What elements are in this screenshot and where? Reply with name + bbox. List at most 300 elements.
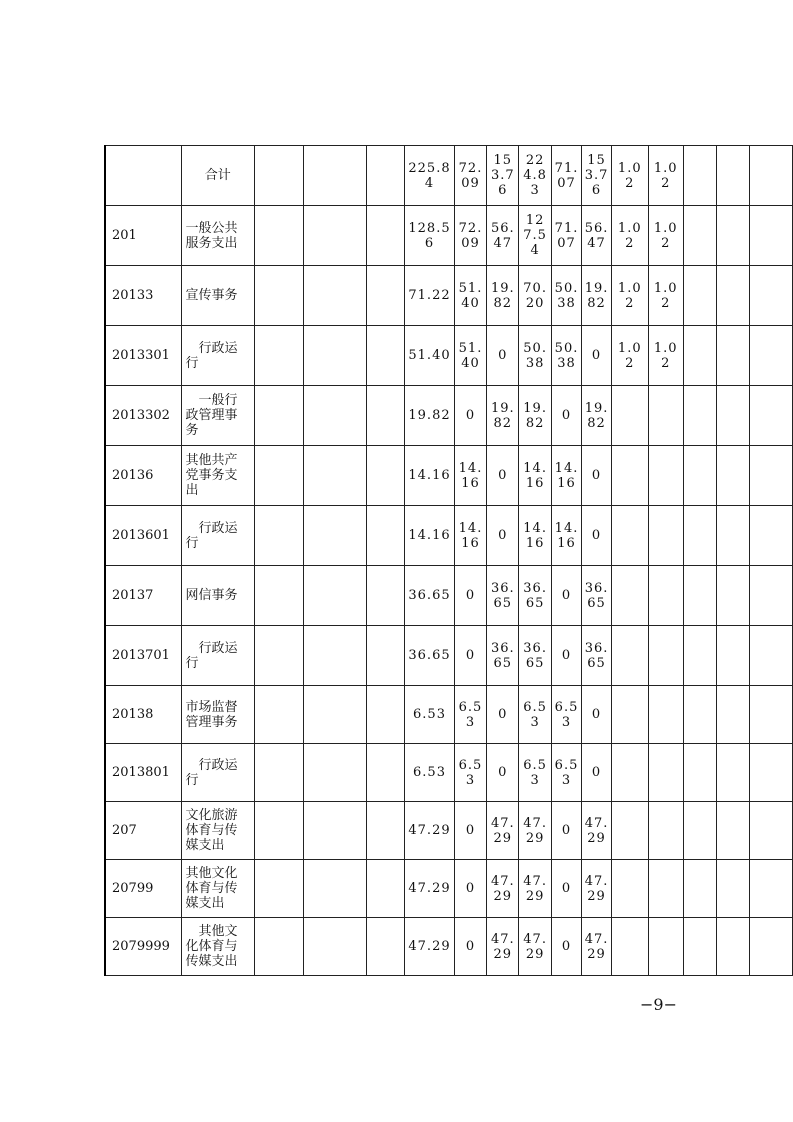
empty-cell	[304, 802, 366, 860]
empty-cell	[716, 506, 749, 566]
amount-cell	[487, 686, 519, 744]
table-row	[105, 506, 793, 566]
amount-value: 0	[591, 348, 602, 363]
amount-cell	[405, 860, 455, 918]
amount-value: 0	[498, 528, 508, 543]
empty-cell	[749, 686, 792, 744]
empty-cell	[254, 206, 303, 266]
empty-cell	[749, 206, 792, 266]
amount-value: 1.02	[617, 160, 642, 191]
subject-name: 行政运行	[185, 757, 238, 788]
amount-value: 14.16	[523, 520, 547, 551]
table-row	[105, 918, 793, 976]
amount-cell	[582, 386, 612, 446]
subject-name-cell	[181, 206, 254, 266]
amount-cell	[551, 326, 581, 386]
amount-cell	[611, 918, 648, 976]
amount-cell	[519, 744, 551, 802]
amount-value: 128.56	[408, 220, 451, 251]
empty-cell	[749, 802, 792, 860]
table-row	[105, 686, 793, 744]
amount-cell	[454, 506, 486, 566]
subject-name: 文化旅游体育与传媒支出	[185, 808, 238, 853]
amount-cell	[487, 626, 519, 686]
amount-value: 19.82	[523, 400, 547, 431]
amount-cell	[551, 686, 581, 744]
empty-cell	[254, 860, 303, 918]
amount-value: 50.38	[554, 280, 579, 311]
empty-cell	[716, 860, 749, 918]
amount-value: 6.53	[554, 699, 579, 730]
amount-cell	[582, 506, 612, 566]
empty-cell	[366, 446, 405, 506]
table-row	[105, 860, 793, 918]
amount-cell	[611, 326, 648, 386]
empty-cell	[366, 206, 405, 266]
amount-value: 47.29	[490, 815, 515, 846]
empty-cell	[304, 686, 366, 744]
amount-value: 1.02	[653, 280, 678, 311]
empty-cell	[716, 918, 749, 976]
amount-cell	[551, 446, 581, 506]
subject-name-cell	[181, 326, 254, 386]
table-row	[105, 744, 793, 802]
subject-name: 其他文化体育与传媒支出	[185, 866, 238, 911]
amount-value: 0	[561, 648, 572, 663]
amount-cell	[405, 626, 455, 686]
amount-value: 36.65	[523, 580, 547, 611]
empty-cell	[304, 326, 366, 386]
subject-code-cell: 20137	[105, 566, 181, 626]
amount-cell	[551, 386, 581, 446]
amount-value: 47.29	[584, 815, 609, 846]
empty-cell	[366, 686, 405, 744]
empty-cell	[749, 326, 792, 386]
empty-cell	[716, 686, 749, 744]
amount-cell	[611, 386, 648, 446]
amount-value: 36.65	[584, 580, 609, 611]
empty-cell	[749, 506, 792, 566]
subject-code-cell: 201	[105, 206, 181, 266]
amount-cell	[405, 206, 455, 266]
empty-cell	[366, 146, 405, 206]
amount-value: 14.16	[554, 520, 579, 551]
amount-value: 14.16	[458, 460, 483, 491]
amount-cell	[405, 386, 455, 446]
table-row	[105, 326, 793, 386]
amount-cell	[519, 446, 551, 506]
amount-value: 0	[561, 939, 572, 954]
table-row	[105, 386, 793, 446]
amount-cell	[487, 266, 519, 326]
empty-cell	[304, 266, 366, 326]
amount-value: 51.40	[458, 340, 483, 371]
empty-cell	[749, 146, 792, 206]
amount-value: 0	[591, 707, 602, 722]
subject-name: 行政运行	[185, 340, 238, 371]
table-row	[105, 566, 793, 626]
amount-value: 0	[465, 648, 476, 663]
amount-value: 51.40	[408, 348, 451, 363]
amount-cell	[405, 146, 455, 206]
amount-value: 0	[591, 765, 602, 780]
amount-cell	[648, 266, 683, 326]
amount-cell	[582, 860, 612, 918]
subject-code-cell: 20136	[105, 446, 181, 506]
amount-cell	[648, 386, 683, 446]
amount-cell	[405, 918, 455, 976]
amount-cell	[582, 326, 612, 386]
empty-cell	[254, 266, 303, 326]
amount-value: 36.65	[490, 640, 515, 671]
amount-value: 47.29	[490, 873, 515, 904]
empty-cell	[749, 860, 792, 918]
empty-cell	[304, 446, 366, 506]
amount-cell	[648, 566, 683, 626]
amount-value: 36.65	[523, 640, 547, 671]
amount-value: 47.29	[523, 931, 547, 962]
amount-cell	[454, 266, 486, 326]
subject-code-cell	[105, 146, 181, 206]
empty-cell	[683, 506, 716, 566]
empty-cell	[366, 326, 405, 386]
amount-cell	[454, 206, 486, 266]
amount-cell	[582, 446, 612, 506]
amount-cell	[519, 686, 551, 744]
subject-code-cell: 2013801	[105, 744, 181, 802]
amount-cell	[648, 206, 683, 266]
subject-name: 其他文化体育与传媒支出	[185, 924, 238, 969]
amount-cell	[454, 860, 486, 918]
amount-value: 1.02	[653, 220, 678, 251]
amount-cell	[648, 626, 683, 686]
amount-value: 47.29	[408, 939, 451, 954]
amount-value: 0	[498, 765, 508, 780]
amount-cell	[454, 146, 486, 206]
amount-value: 6.53	[523, 699, 547, 730]
amount-value: 1.02	[653, 160, 678, 191]
empty-cell	[366, 860, 405, 918]
amount-value: 19.82	[490, 400, 515, 431]
amount-cell	[648, 146, 683, 206]
empty-cell	[749, 266, 792, 326]
subject-name: 一般行政管理事务	[185, 393, 238, 438]
amount-value: 36.65	[490, 580, 515, 611]
amount-value: 0	[465, 823, 476, 838]
empty-cell	[366, 506, 405, 566]
amount-cell	[519, 386, 551, 446]
amount-value: 47.29	[584, 931, 609, 962]
table-row	[105, 446, 793, 506]
amount-cell	[611, 146, 648, 206]
subject-name-cell	[181, 446, 254, 506]
amount-cell	[519, 860, 551, 918]
amount-value: 1.02	[617, 280, 642, 311]
amount-value: 14.16	[408, 468, 451, 483]
empty-cell	[304, 386, 366, 446]
subject-code-cell: 2013302	[105, 386, 181, 446]
empty-cell	[683, 146, 716, 206]
amount-value: 19.82	[584, 280, 609, 311]
amount-cell	[454, 566, 486, 626]
budget-table	[104, 145, 793, 976]
amount-cell	[487, 146, 519, 206]
empty-cell	[683, 626, 716, 686]
subject-name-cell	[181, 566, 254, 626]
amount-cell	[648, 918, 683, 976]
empty-cell	[254, 326, 303, 386]
amount-cell	[487, 860, 519, 918]
amount-cell	[454, 386, 486, 446]
amount-value: 36.65	[408, 648, 451, 663]
empty-cell	[254, 386, 303, 446]
amount-cell	[611, 860, 648, 918]
subject-name: 市场监督管理事务	[185, 699, 238, 730]
amount-value: 36.65	[584, 640, 609, 671]
amount-value: 0	[591, 528, 602, 543]
amount-value: 153.76	[584, 153, 609, 198]
subject-name-cell	[181, 744, 254, 802]
amount-value: 50.38	[554, 340, 579, 371]
subject-code-cell: 20133	[105, 266, 181, 326]
amount-cell	[405, 802, 455, 860]
empty-cell	[716, 744, 749, 802]
amount-value: 14.16	[408, 528, 451, 543]
empty-cell	[304, 506, 366, 566]
amount-cell	[519, 146, 551, 206]
empty-cell	[304, 918, 366, 976]
amount-cell	[582, 146, 612, 206]
subject-code-cell: 2013601	[105, 506, 181, 566]
amount-cell	[519, 802, 551, 860]
amount-cell	[405, 686, 455, 744]
amount-cell	[648, 802, 683, 860]
empty-cell	[254, 918, 303, 976]
empty-cell	[366, 566, 405, 626]
amount-value: 6.53	[458, 757, 483, 788]
empty-cell	[366, 626, 405, 686]
empty-cell	[749, 446, 792, 506]
empty-cell	[716, 386, 749, 446]
amount-value: 47.29	[523, 815, 547, 846]
amount-cell	[648, 506, 683, 566]
empty-cell	[749, 918, 792, 976]
amount-cell	[454, 446, 486, 506]
amount-cell	[582, 802, 612, 860]
amount-cell	[551, 506, 581, 566]
amount-value: 225.84	[408, 160, 451, 191]
empty-cell	[716, 266, 749, 326]
amount-cell	[519, 566, 551, 626]
empty-cell	[254, 506, 303, 566]
empty-cell	[683, 326, 716, 386]
amount-cell	[551, 266, 581, 326]
amount-value: 47.29	[523, 873, 547, 904]
empty-cell	[366, 744, 405, 802]
table-row	[105, 626, 793, 686]
amount-cell	[454, 326, 486, 386]
amount-value: 50.38	[523, 340, 547, 371]
empty-cell	[683, 860, 716, 918]
amount-value: 6.53	[523, 757, 547, 788]
amount-cell	[519, 266, 551, 326]
amount-cell	[519, 206, 551, 266]
amount-value: 14.16	[554, 460, 579, 491]
empty-cell	[254, 446, 303, 506]
empty-cell	[304, 626, 366, 686]
amount-cell	[551, 146, 581, 206]
subject-code-cell: 2013301	[105, 326, 181, 386]
amount-value: 1.02	[617, 220, 642, 251]
amount-cell	[582, 266, 612, 326]
amount-cell	[487, 744, 519, 802]
amount-cell	[405, 566, 455, 626]
empty-cell	[304, 744, 366, 802]
amount-value: 0	[591, 468, 602, 483]
amount-value: 72.09	[458, 160, 483, 191]
empty-cell	[683, 566, 716, 626]
amount-value: 0	[498, 348, 508, 363]
subject-name: 一般公共服务支出	[185, 220, 238, 251]
amount-value: 1.02	[617, 340, 642, 371]
amount-value: 0	[465, 939, 476, 954]
table-row	[105, 266, 793, 326]
amount-cell	[405, 266, 455, 326]
amount-cell	[487, 802, 519, 860]
amount-value: 56.47	[490, 220, 515, 251]
empty-cell	[254, 744, 303, 802]
amount-cell	[454, 918, 486, 976]
subject-name-cell	[181, 626, 254, 686]
amount-cell	[551, 206, 581, 266]
empty-cell	[304, 206, 366, 266]
empty-cell	[683, 266, 716, 326]
amount-cell	[648, 744, 683, 802]
amount-cell	[648, 860, 683, 918]
amount-cell	[487, 446, 519, 506]
amount-cell	[405, 326, 455, 386]
empty-cell	[254, 802, 303, 860]
amount-value: 47.29	[490, 931, 515, 962]
amount-cell	[405, 506, 455, 566]
amount-value: 6.53	[458, 699, 483, 730]
amount-cell	[454, 626, 486, 686]
subject-name: 宣传事务	[185, 288, 238, 303]
subject-name-cell	[181, 686, 254, 744]
amount-value: 19.82	[408, 408, 451, 423]
amount-value: 0	[465, 408, 476, 423]
subject-name-cell	[181, 266, 254, 326]
amount-cell	[551, 566, 581, 626]
amount-cell	[582, 626, 612, 686]
subject-name-cell	[181, 386, 254, 446]
amount-value: 72.09	[458, 220, 483, 251]
amount-value: 0	[561, 408, 572, 423]
empty-cell	[749, 386, 792, 446]
amount-cell	[551, 626, 581, 686]
subject-name: 行政运行	[185, 640, 238, 671]
subject-code-cell: 2079999	[105, 918, 181, 976]
amount-cell	[405, 744, 455, 802]
amount-cell	[405, 446, 455, 506]
amount-value: 6.53	[554, 757, 579, 788]
amount-value: 19.82	[584, 400, 609, 431]
amount-value: 36.65	[408, 588, 451, 603]
amount-value: 14.16	[458, 520, 483, 551]
empty-cell	[683, 686, 716, 744]
empty-cell	[716, 326, 749, 386]
amount-cell	[648, 326, 683, 386]
subject-code-cell: 20799	[105, 860, 181, 918]
empty-cell	[304, 146, 366, 206]
empty-cell	[304, 566, 366, 626]
subject-code-cell: 20138	[105, 686, 181, 744]
amount-cell	[487, 566, 519, 626]
amount-cell	[519, 506, 551, 566]
amount-value: 0	[498, 707, 508, 722]
amount-cell	[611, 206, 648, 266]
amount-value: 0	[561, 823, 572, 838]
empty-cell	[716, 146, 749, 206]
table-row	[105, 802, 793, 860]
subject-name: 其他共产党事务支出	[185, 453, 238, 498]
empty-cell	[716, 802, 749, 860]
amount-cell	[487, 206, 519, 266]
empty-cell	[366, 918, 405, 976]
empty-cell	[254, 686, 303, 744]
amount-cell	[611, 802, 648, 860]
subject-name: 网信事务	[185, 588, 238, 603]
empty-cell	[366, 802, 405, 860]
amount-cell	[648, 446, 683, 506]
amount-cell	[551, 802, 581, 860]
amount-value: 0	[465, 588, 476, 603]
amount-value: 14.16	[523, 460, 547, 491]
amount-value: 70.20	[523, 280, 547, 311]
amount-value: 0	[465, 881, 476, 896]
empty-cell	[366, 266, 405, 326]
amount-cell	[487, 386, 519, 446]
empty-cell	[716, 206, 749, 266]
empty-cell	[683, 446, 716, 506]
subject-name-cell	[181, 146, 254, 206]
subject-name-cell	[181, 506, 254, 566]
amount-value: 6.53	[413, 765, 446, 780]
amount-value: 51.40	[458, 280, 483, 311]
amount-value: 47.29	[584, 873, 609, 904]
amount-cell	[582, 566, 612, 626]
empty-cell	[683, 206, 716, 266]
empty-cell	[716, 446, 749, 506]
amount-value: 71.07	[554, 220, 579, 251]
table-row	[105, 206, 793, 266]
amount-value: 0	[561, 881, 572, 896]
empty-cell	[749, 626, 792, 686]
amount-cell	[582, 918, 612, 976]
amount-value: 19.82	[490, 280, 515, 311]
empty-cell	[716, 566, 749, 626]
empty-cell	[716, 626, 749, 686]
empty-cell	[749, 744, 792, 802]
subject-name-cell	[181, 918, 254, 976]
amount-value: 0	[561, 588, 572, 603]
amount-cell	[582, 686, 612, 744]
amount-cell	[611, 446, 648, 506]
amount-cell	[487, 918, 519, 976]
amount-value: 0	[498, 468, 508, 483]
amount-cell	[454, 744, 486, 802]
empty-cell	[254, 566, 303, 626]
